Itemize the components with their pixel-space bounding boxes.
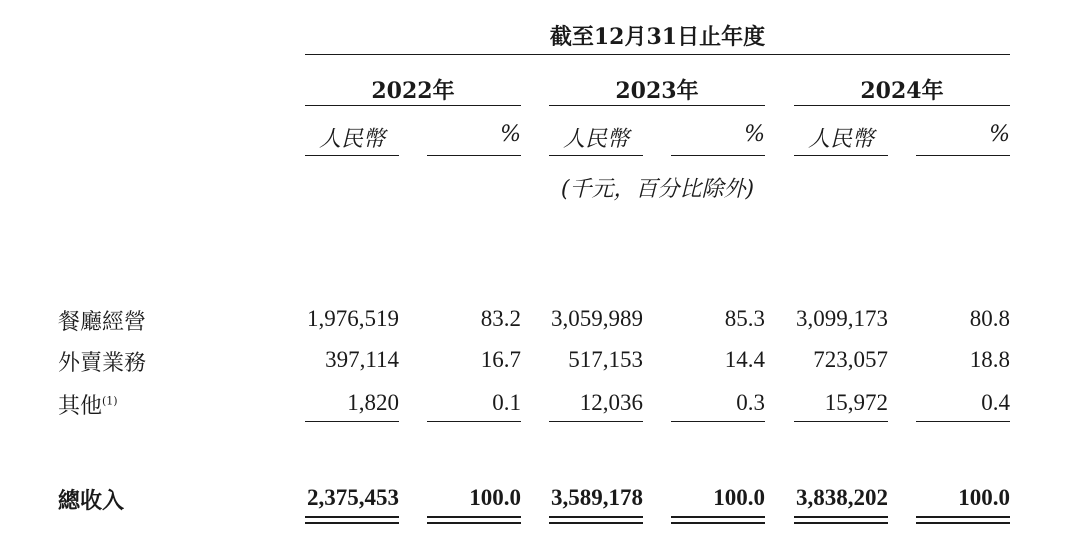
total-double-rule: [916, 516, 1010, 518]
subheader-rule: [671, 155, 765, 156]
row-label: 外賣業務: [58, 351, 147, 376]
subtotal-rule: [794, 421, 888, 422]
cell-amount-2024: 723,057: [813, 347, 888, 372]
total-double-rule: [305, 522, 399, 524]
year-header-2024: 2024年: [860, 78, 944, 104]
total-double-rule: [671, 516, 765, 518]
currency-header-2023: 人民幣: [562, 127, 629, 152]
cell-amount-2022: 397,114: [325, 347, 399, 372]
percent-header-2022: %: [500, 122, 521, 147]
cell-percent-2024: 18.8: [969, 347, 1010, 372]
footnote-marker: (1): [102, 394, 118, 408]
subheader-rule: [305, 155, 399, 156]
cell-percent-2023: 14.4: [724, 347, 765, 372]
cell-percent-2022: 0.1: [492, 390, 521, 415]
subtotal-rule: [916, 421, 1010, 422]
unit-note: (千元，百分比除外): [560, 177, 755, 202]
subtotal-rule: [305, 421, 399, 422]
cell-percent-2024: 0.4: [981, 390, 1010, 415]
subtotal-rule: [427, 421, 521, 422]
percent-header-2024: %: [989, 122, 1010, 147]
cell-amount-2024: 15,972: [824, 390, 888, 415]
total-double-rule: [794, 516, 888, 518]
cell-percent-2022: 83.2: [480, 306, 521, 331]
cell-percent-2023: 0.3: [736, 390, 765, 415]
year-rule-2023: [549, 105, 765, 106]
period-header-rule: [305, 54, 1010, 55]
row-label: 餐廳經營: [58, 310, 147, 335]
percent-header-2023: %: [744, 122, 765, 147]
cell-amount-2022: 1,820: [347, 390, 399, 415]
total-amount-2023: 3,589,178: [551, 485, 643, 510]
total-double-rule: [427, 522, 521, 524]
cell-amount-2023: 3,059,989: [551, 306, 643, 331]
cell-amount-2022: 1,976,519: [307, 306, 399, 331]
total-label: 總收入: [58, 488, 125, 514]
cell-percent-2022: 16.7: [480, 347, 521, 372]
total-double-rule: [794, 522, 888, 524]
total-double-rule: [305, 516, 399, 518]
total-double-rule: [549, 516, 643, 518]
subheader-rule: [427, 155, 521, 156]
row-label: [58, 389, 118, 420]
total-double-rule: [671, 522, 765, 524]
row-label-text: 其他: [58, 394, 103, 419]
period-header: 截至12月31日止年度: [549, 24, 766, 50]
currency-header-2022: 人民幣: [318, 127, 385, 152]
year-header-2023: 2023年: [615, 78, 699, 104]
cell-percent-2023: 85.3: [724, 306, 765, 331]
total-amount-2022: 2,375,453: [307, 485, 399, 510]
total-double-rule: [549, 522, 643, 524]
year-rule-2022: [305, 105, 521, 106]
subheader-rule: [916, 155, 1010, 156]
total-double-rule: [916, 522, 1010, 524]
subtotal-rule: [549, 421, 643, 422]
subheader-rule: [794, 155, 888, 156]
cell-amount-2024: 3,099,173: [796, 306, 888, 331]
subheader-rule: [549, 155, 643, 156]
year-header-2022: 2022年: [371, 78, 455, 104]
total-percent-2022: 100.0: [469, 485, 521, 510]
cell-amount-2023: 517,153: [568, 347, 643, 372]
cell-percent-2024: 80.8: [969, 306, 1010, 331]
total-amount-2024: 3,838,202: [796, 485, 888, 510]
total-percent-2023: 100.0: [713, 485, 765, 510]
total-percent-2024: 100.0: [958, 485, 1010, 510]
total-double-rule: [427, 516, 521, 518]
year-rule-2024: [794, 105, 1010, 106]
cell-amount-2023: 12,036: [579, 390, 643, 415]
currency-header-2024: 人民幣: [807, 127, 874, 152]
subtotal-rule: [671, 421, 765, 422]
